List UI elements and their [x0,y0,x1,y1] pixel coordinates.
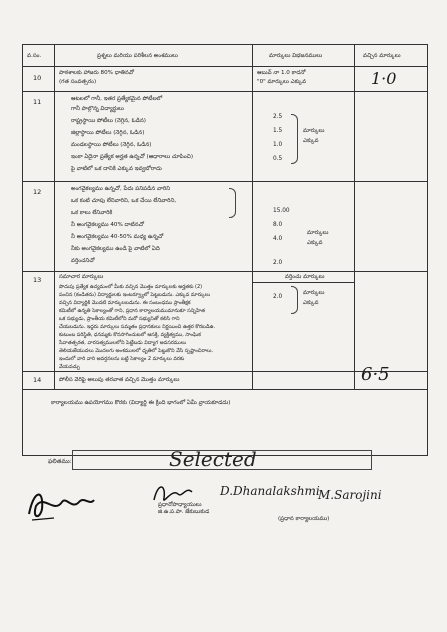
table-row [23,182,427,272]
marks-note: మార్కులు [303,290,325,296]
marks-head: వర్తించు మార్కులు [285,274,325,280]
criteria-line: కమిటీలో ఉన్నతి సెకాల్యంతో గాని, ప్రధాన కార్యాలయముమానుకూ సన్నిహిత [59,308,205,314]
awarded-total: 6·5 [361,364,390,385]
criteria-line: వేయవచ్చు [59,364,80,370]
office-use-note: కార్యాలయము ఉపయోగము కొరకు (విద్యార్థి ఈ క్రింది భాగంలో ఏమీ వ్రాయకూడదు) [51,400,231,406]
marks-note: ఎక్కువ [303,300,319,306]
criteria-line: పై వాటిలో ఒక దానికి ఎక్కువ ఇవ్వబోరాదు [71,166,162,172]
table-row [23,92,427,182]
brace-mark [291,114,298,164]
header-criteria: ప్రశ్నలు మరియు పరిశీలన అంశములు [97,53,178,59]
criteria-line: ఆటలలో గానీ, ఇతర ప్రత్యేకమైన పోటీలలో [71,96,163,102]
criteria-line: అంగవైకల్యము ఉన్నచో, పేదు పనిపడిన వారిని [71,186,171,192]
criteria-line: పాఠశాలకు హాజరు 80% ధాతినవో [59,70,134,76]
criteria-line: నీకు అంగవైకల్యము ఉండి పై వాటిలో ఏది [71,246,160,252]
signature-4 [278,484,428,529]
header-awarded: వచ్చిన మార్కులు [363,53,401,59]
criteria-line: జిల్లాస్థాయి పోటీలు (నెగ్గిన, ఓడిన) [71,130,145,136]
criteria-line: గానీ పాల్గొన్న విద్యార్థులు [71,106,124,112]
table-row [23,67,427,92]
signature-2-role: ప్రధానోపాధ్యాయులు జి.ఉ.ప.పా. జేకుబుకుడ [158,502,210,515]
criteria-line: వర్తించనిచో [71,258,95,264]
table-header [23,45,427,67]
criteria-line: పొదుపు ప్రత్యేక ఉద్యమంలో మీకు వచ్చిన మొత్తం మార్కులకు అర్హతకు (2) [59,284,203,290]
criteria-line: నీ అంగవైకల్యము 40-50% మధ్య ఉన్నచో [71,234,164,240]
marks-note: మార్కులు [303,128,325,134]
marks-note: ఎక్కువ [303,138,319,144]
marks-value: 1.5 [273,128,283,134]
marks-value: 15.00 [273,208,290,214]
header-max-marks: మార్కులు విభజనములు [269,53,323,59]
criteria-line: ఒక కంటి చూపు లేనివారిని, ఒక చేయి లేనివారిని, [71,198,177,204]
criteria-line: ఒక సభ్యుడు, ప్రాంతీయ కమిటీలోని మరో సభ్యునితో కలిసి గాని [59,316,180,322]
brace-mark [291,286,298,314]
signature-1 [24,484,104,524]
marks-table [22,44,428,456]
result-value: Selected [169,447,257,471]
marks-value: 2.0 [273,260,283,266]
marks-value: 4.0 [273,236,283,242]
marks-value: 0.5 [273,156,283,162]
criteria-line: నీ అంగవైకల్యము 40% దాటినచో [71,222,144,228]
marks-note: ఎక్కువ [307,240,323,246]
criteria-line: ఇందులో వారి వారి అవర్తనలను బట్టి సెకాల్యం 2 మార్కులు వరకు [59,356,185,362]
section-title: సమాచార మార్కులు [59,274,104,280]
awarded-marks: 1·0 [371,69,397,88]
criteria-line: రాష్ట్రస్థాయి పోటీలు (నెగ్గిన, ఓడిన) [71,118,146,124]
criteria-line: ఇంకా ఏదైనా ప్రత్యేక అర్హత ఉన్నచో (ఆధారాలు చూపించి) [71,154,193,160]
criteria-line: తెలియజేయుదలు మొదలగు అంశములలో ధృతిలో పెట్టుకొని వేసి స్పష్టాంచిరాలు. [59,348,214,354]
signature-3-name: D.Dhanalakshmi [220,484,320,498]
marks-value: 8.0 [273,222,283,228]
criteria-line: (గత సంవత్సరం) [59,79,97,85]
criteria-line: చేయబడును. ఇద్దరు మార్కులు సమ్మతం ప్రధానకులు నిర్ణయించి ఉత్తర కొరబడిఉ. [59,324,216,330]
row-number: 11 [33,98,42,106]
signature-4-name: M.Sarojini [318,488,382,502]
criteria-line: కుటుంబ పరిస్థితి, ధనమ్మకు కొనసాగించుటలో ఆసక్తి, వ్యక్తిత్వము, సాంఘిక [59,332,201,338]
row-number: 12 [33,188,42,196]
result-box [72,447,372,471]
marks-value: 1.0 [273,142,283,148]
brace-mark [229,188,236,218]
criteria-line: మండలస్థాయి పోటీలు (నెగ్గిన, ఓడిన) [71,142,152,148]
criteria-line: సేవాతత్పరత, వారసత్వములలోని పెట్టేబడు విద్యాగ అవసరములు [59,340,187,346]
row-number: 14 [33,376,42,384]
marks-line: "0" మార్కులు ఎక్కువ [257,79,307,85]
result-label: ఫలితము: [48,458,72,465]
marks-value: 2.0 [273,294,283,300]
row-number: 13 [33,276,42,284]
criteria-line: పంచిన (కండితను) విద్యార్థులకు ఇంటర్వ్యూలో పెట్టబడును. ఎక్కువ మార్కులు [59,292,211,298]
header-sno: వ.సం. [27,53,42,59]
criteria-line: వచ్చిన విద్యార్థికి మొదటి మార్కులబడును. ఈ సంబంధము ప్రాంతీక్షక [59,300,191,306]
criteria-line: ఒక కాలు లేనివారికి [71,210,113,216]
marks-value: 2.5 [273,114,283,120]
marks-note: మార్కులు [307,230,329,236]
row-number: 10 [33,74,42,82]
criteria-line: పోలీస వెరిఫై అలుపు తరవాత వచ్చిన మొత్తం మార్కులు [59,377,180,383]
signature-4-role: (ప్రధాన కార్యాలయము) [278,516,330,522]
marks-line: ఆబువ్ నా 1.0 కాదనో [257,70,306,76]
table-row [23,272,427,372]
